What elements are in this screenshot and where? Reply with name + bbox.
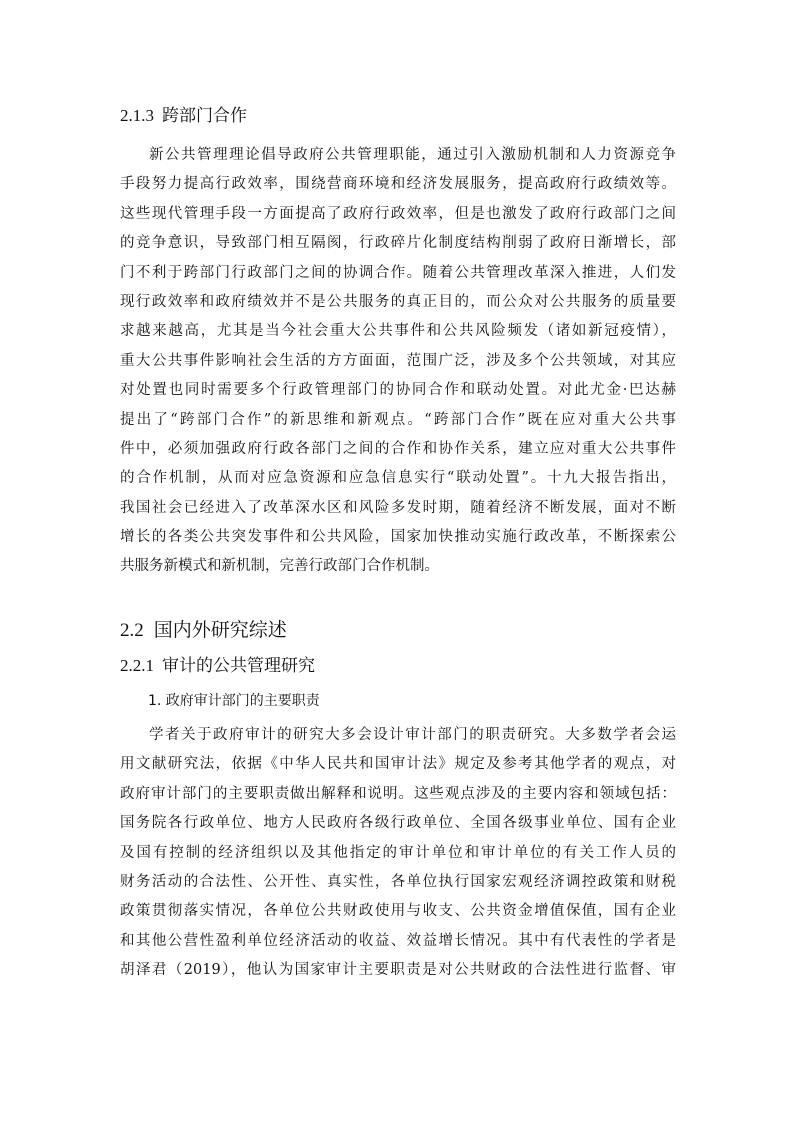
section-heading-2-1-3 <box>120 104 247 128</box>
paragraph-line: 手段努力提高行政效率，围绕营商环境和经济发展服务，提高政府行政绩效等。 <box>120 176 676 193</box>
section-number: 2.1.3 <box>120 106 154 125</box>
section-title: 国内外研究综述 <box>153 619 287 641</box>
paragraph-line: 求越来越高，尤其是当今社会重大公共事件和公共风险频发（诸如新冠疫情）， <box>120 323 676 340</box>
paragraph-audit-duties <box>120 721 676 986</box>
section-title: 跨部门合作 <box>162 106 247 126</box>
paragraph-line: 现行政效率和政府绩效并不是公共服务的真正目的，而公众对公共服务的质量要 <box>120 293 676 310</box>
paragraph-line: 新公共管理理论倡导政府公共管理职能，通过引入激励机制和人力资源竞争 <box>149 147 676 163</box>
paragraph-line: 我国社会已经进入了改革深水区和风险多发时期，随着经济不断发展，面对不断 <box>120 499 676 516</box>
paragraph-line: 提出了“跨部门合作”的新思维和新观点。“跨部门合作”既在应对重大公共事 <box>120 411 676 428</box>
paragraph-line: 的竞争意识，导致部门相互隔阂，行政碎片化制度结构削弱了政府日渐增长，部 <box>120 235 676 252</box>
section-number: 2.2.1 <box>120 656 154 675</box>
paragraph-line: 胡泽君（2019），他认为国家审计主要职责是对公共财政的合法性进行监督、审 <box>120 962 676 979</box>
paragraph-cross-department <box>120 141 676 582</box>
paragraph-line: 和其他公营性盈利单位经济活动的收益、效益增长情况。其中有代表性的学者是 <box>120 932 676 949</box>
section-heading-2-2 <box>120 617 287 644</box>
subsection-heading-1: 1. 政府审计部门的主要职责 <box>148 693 320 709</box>
paragraph-line: 重大公共事件影响社会生活的方方面面，范围广泛，涉及多个公共领域，对其应 <box>120 352 676 369</box>
paragraph-line: 学者关于政府审计的研究大多会设计审计部门的职责研究。大多数学者会运 <box>149 727 676 743</box>
section-title: 审计的公共管理研究 <box>162 656 315 676</box>
paragraph-line: 这些现代管理手段一方面提高了政府行政效率，但是也激发了政府行政部门之间 <box>120 205 676 222</box>
paragraph-line: 对处置也同时需要多个行政管理部门的协同合作和联动处置。对此尤金·巴达赫 <box>120 382 676 399</box>
paragraph-line: 增长的各类公共突发事件和公共风险，国家加快推动实施行政改革，不断探索公 <box>120 529 676 546</box>
paragraph-line: 件中，必须加强政府行政各部门之间的合作和协作关系，建立应对重大公共事件 <box>120 440 676 457</box>
paragraph-line: 用文献研究法，依据《中华人民共和国审计法》规定及参考其他学者的观点，对 <box>120 756 676 773</box>
section-number: 2.2 <box>120 620 144 641</box>
paragraph-line: 共服务新模式和新机制，完善行政部门合作机制。 <box>120 558 439 575</box>
paragraph-line: 政策贯彻落实情况，各单位公共财政使用与收支、公共资金增值保值，国有企业 <box>120 903 676 920</box>
paragraph-line: 财务活动的合法性、公开性、真实性，各单位执行国家宏观经济调控政策和财税 <box>120 873 676 890</box>
paragraph-line: 国务院各行政单位、地方人民政府各级行政单位、全国各级事业单位、国有企业 <box>120 815 676 832</box>
paragraph-line: 的合作机制，从而对应急资源和应急信息实行“联动处置”。十九大报告指出， <box>120 470 676 487</box>
paragraph-line: 政府审计部门的主要职责做出解释和说明。这些观点涉及的主要内容和领域包括： <box>120 785 676 802</box>
paragraph-line: 及国有控制的经济组织以及其他指定的审计单位和审计单位的有关工作人员的 <box>120 844 676 861</box>
section-heading-2-2-1 <box>120 654 315 678</box>
paragraph-line: 门不利于跨部门行政部门之间的协调合作。随着公共管理改革深入推进，人们发 <box>120 264 676 281</box>
